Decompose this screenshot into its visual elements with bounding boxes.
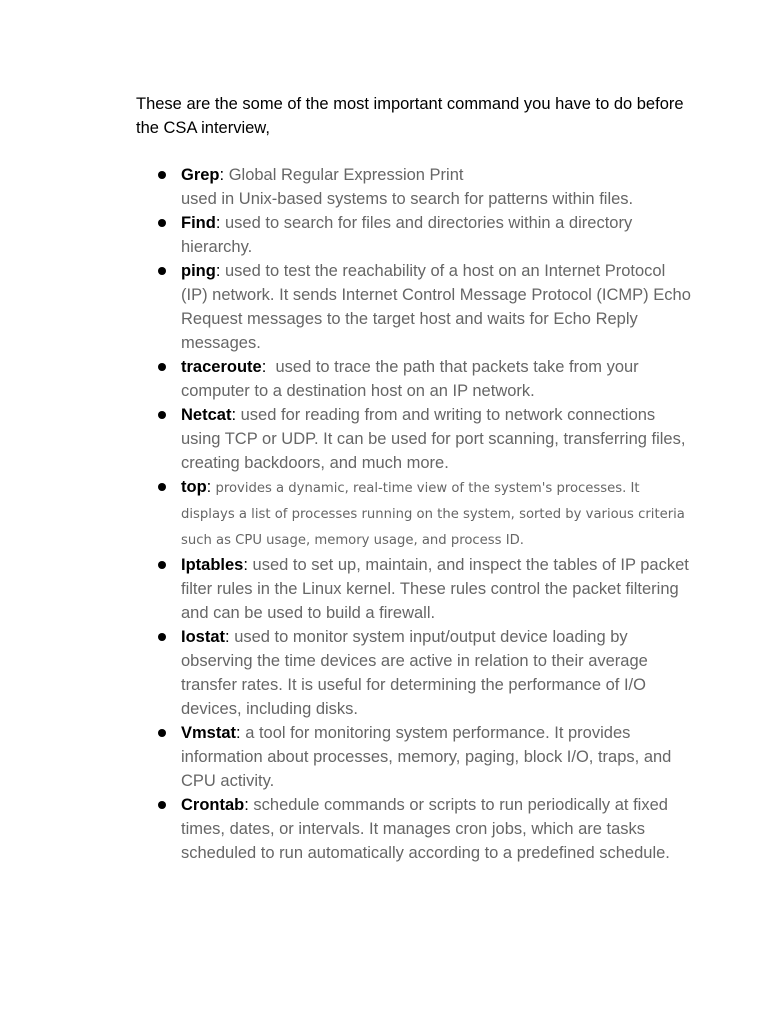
command-name: traceroute: [181, 358, 262, 376]
command-colon: :: [261, 358, 267, 376]
list-item-crontab: [136, 793, 696, 865]
command-colon: :: [243, 556, 248, 574]
command-name: Iptables: [181, 556, 244, 574]
list-item-traceroute: [136, 355, 696, 403]
intro-paragraph: These are the some of the most important command you have to do before the CSA interview,: [136, 95, 684, 137]
list-item-grep: [136, 163, 696, 211]
list-item-iptables: [136, 553, 696, 625]
command-description: used to test the reachability of a host on an Internet Protocol (IP) network. It sends Internet Control Message Protocol (ICMP) Echo Request messages to the target host and waits for Echo Reply messages.: [181, 262, 691, 352]
command-colon: :: [215, 262, 221, 280]
command-description: schedule commands or scripts to run periodically at fixed times, dates, or intervals. It manages cron jobs, which are tasks scheduled to run automatically according to a predefined schedule.: [181, 796, 670, 862]
bullet-icon: [158, 267, 166, 275]
list-item-iostat: [136, 625, 696, 721]
bullet-icon: [158, 633, 166, 641]
bullet-icon: [158, 729, 166, 737]
list-item-netcat: [136, 403, 696, 475]
command-colon: :: [244, 796, 249, 814]
command-colon: :: [231, 406, 237, 424]
command-list: [136, 163, 696, 865]
bullet-icon: [158, 561, 166, 569]
bullet-icon: [158, 363, 166, 371]
command-colon: :: [236, 724, 241, 742]
command-description-line2: used in Unix-based systems to search for patterns within files.: [181, 190, 634, 208]
command-name: ping: [181, 262, 216, 280]
command-name: Vmstat: [181, 724, 237, 742]
command-colon: :: [215, 214, 221, 232]
list-item-top: [136, 475, 696, 553]
command-description: used for reading from and writing to network connections using TCP or UDP. It can be used for port scanning, transferring files, creating backdoors, and much more.: [181, 406, 686, 472]
command-description: used to search for files and directories within a directory hierarchy.: [181, 214, 633, 256]
command-description: Global Regular Expression Print: [224, 166, 464, 184]
command-name: Crontab: [181, 796, 245, 814]
command-description: a tool for monitoring system performance. It provides information about processes, memory, paging, block I/O, traps, and CPU activity.: [181, 724, 672, 790]
bullet-icon: [158, 801, 166, 809]
command-name: Find: [181, 214, 216, 232]
bullet-icon: [158, 483, 166, 491]
bullet-icon: [158, 219, 166, 227]
command-description: used to monitor system input/output device loading by observing the time devices are active in relation to their average transfer rates. It is useful for determining the performance of I/O devices, including disks.: [181, 628, 648, 718]
command-colon: :: [206, 478, 212, 496]
command-description: provides a dynamic, real-time view of the system's processes. It displays a list of processes running on the system, sorted by various criteria such as CPU usage, memory usage, and process ID.: [181, 481, 685, 548]
list-item-vmstat: [136, 721, 696, 793]
command-name: Iostat: [181, 628, 226, 646]
command-description: used to trace the path that packets take from your computer to a destination host on an IP network.: [181, 358, 644, 400]
command-name: top: [181, 478, 207, 496]
list-item-find: [136, 211, 696, 259]
command-name: Grep: [181, 166, 220, 184]
bullet-icon: [158, 411, 166, 419]
bullet-icon: [158, 171, 166, 179]
command-colon: :: [219, 166, 225, 184]
command-colon: :: [225, 628, 230, 646]
command-description: used to set up, maintain, and inspect the tables of IP packet filter rules in the Linux kernel. These rules control the packet filtering and can be used to build a firewall.: [181, 556, 689, 622]
list-item-ping: [136, 259, 696, 355]
command-name: Netcat: [181, 406, 232, 424]
